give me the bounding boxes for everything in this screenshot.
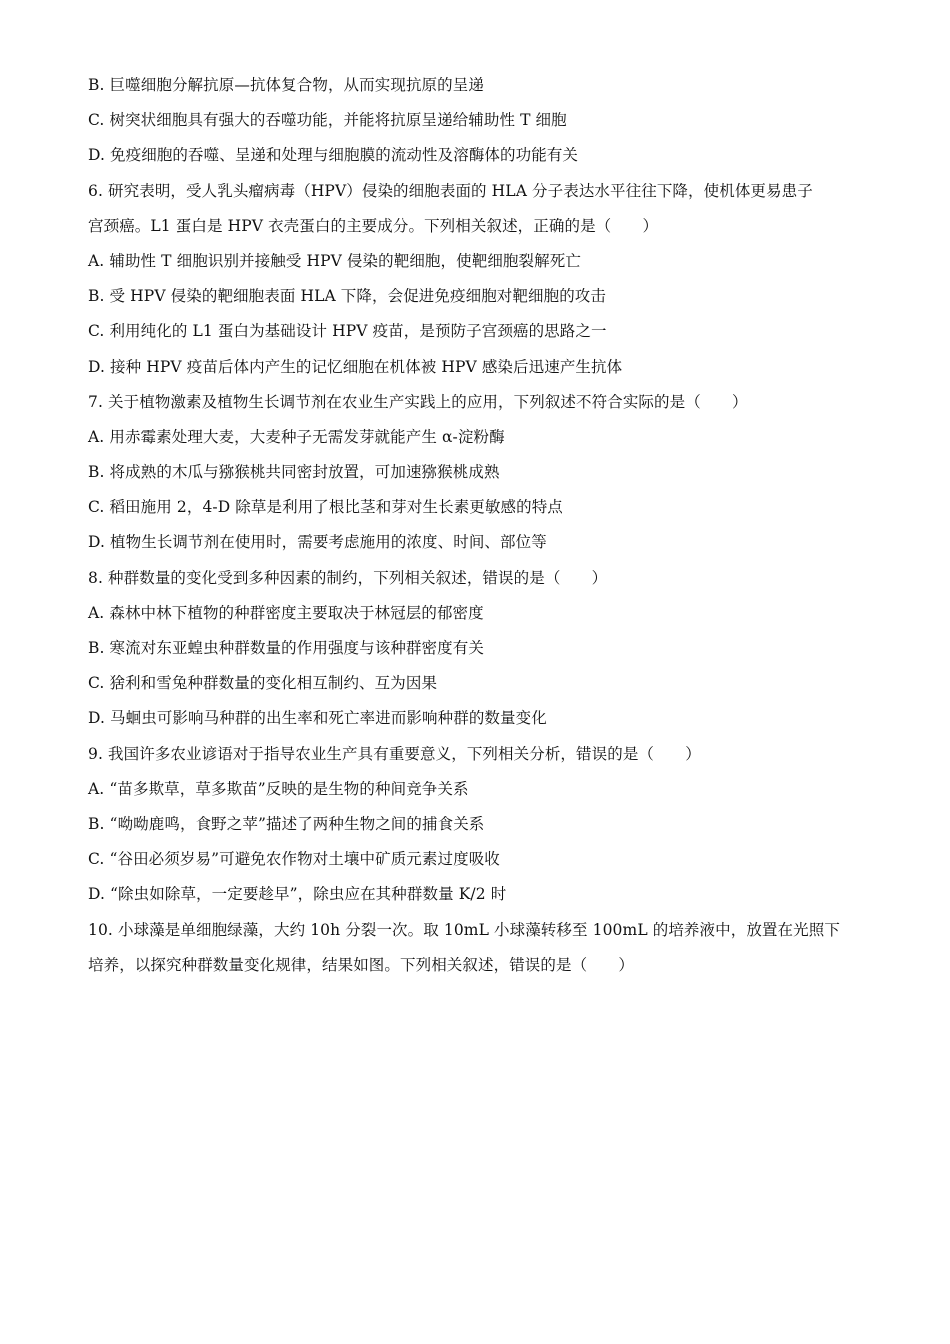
- option-9b: B. “呦呦鹿鸣，食野之苹”描述了两种生物之间的捕食关系: [88, 814, 485, 833]
- option-8a: A. 森林中林下植物的种群密度主要取决于林冠层的郁密度: [88, 603, 484, 622]
- option-5b: B. 巨噬细胞分解抗原—抗体复合物，从而实现抗原的呈递: [88, 76, 484, 94]
- question-9-stem: 9. 我国许多农业谚语对于指导农业生产具有重要意义，下列相关分析，错误的是（ ）: [88, 744, 701, 763]
- option-6d: D. 接种 HPV 疫苗后体内产生的记忆细胞在机体被 HPV 感染后迅速产生抗体: [88, 357, 623, 376]
- option-7c: C. 稻田施用 2，4-D 除草是利用了根比茎和芽对生长素更敏感的特点: [88, 498, 563, 517]
- option-9a: A. “苗多欺草，草多欺苗”反映的是生物的种间竞争关系: [88, 779, 469, 798]
- option-7a: A. 用赤霉素处理大麦，大麦种子无需发芽就能产生 α-淀粉酶: [88, 427, 505, 446]
- option-9d: D. “除虫如除草，一定要趁早”，除虫应在其种群数量 K/2 时: [88, 885, 507, 904]
- option-6b: B. 受 HPV 侵染的靶细胞表面 HLA 下降，会促进免疫细胞对靶细胞的攻击: [88, 287, 606, 306]
- option-7b: B. 将成熟的木瓜与猕猴桃共同密封放置，可加速猕猴桃成熟: [88, 463, 500, 482]
- question-6-stem-line-1: 6. 研究表明，受人乳头瘤病毒（HPV）侵染的细胞表面的 HLA 分子表达水平往往下降，使机体更易患子: [88, 181, 813, 200]
- option-9c: C. “谷田必须岁易”可避免农作物对土壤中矿质元素过度吸收: [88, 850, 500, 869]
- option-8d: D. 马蛔虫可影响马种群的出生率和死亡率进而影响种群的数量变化: [88, 709, 547, 728]
- option-6a: A. 辅助性 T 细胞识别并接触受 HPV 侵染的靶细胞，使靶细胞裂解死亡: [88, 251, 581, 270]
- option-7d: D. 植物生长调节剂在使用时，需要考虑施用的浓度、时间、部位等: [88, 533, 547, 552]
- option-6c: C. 利用纯化的 L1 蛋白为基础设计 HPV 疫苗，是预防子宫颈癌的思路之一: [88, 322, 607, 341]
- option-5d: D. 免疫细胞的吞噬、呈递和处理与细胞膜的流动性及溶酶体的功能有关: [88, 146, 579, 165]
- question-7-stem: 7. 关于植物激素及植物生长调节剂在农业生产实践上的应用，下列叙述不符合实际的是（ ）: [88, 392, 748, 411]
- option-8b: B. 寒流对东亚蝗虫种群数量的作用强度与该种群密度有关: [88, 639, 484, 657]
- document-page: [88, 68, 868, 983]
- question-10-stem-line-2: 培养，以探究种群数量变化规律，结果如图。下列相关叙述，错误的是（ ）: [88, 955, 635, 974]
- question-6-stem-line-2: 宫颈癌。L1 蛋白是 HPV 衣壳蛋白的主要成分。下列相关叙述，正确的是（ ）: [88, 216, 659, 235]
- option-8c: C. 猞利和雪兔种群数量的变化相互制约、互为因果: [88, 674, 438, 693]
- question-8-stem: 8. 种群数量的变化受到多种因素的制约，下列相关叙述，错误的是（ ）: [88, 568, 608, 587]
- question-10-stem-line-1: 10. 小球藻是单细胞绿藻，大约 10h 分裂一次。取 10mL 小球藻转移至 100mL 的培养液中，放置在光照下: [88, 920, 840, 939]
- option-5c: C. 树突状细胞具有强大的吞噬功能，并能将抗原呈递给辅助性 T 细胞: [88, 111, 567, 130]
